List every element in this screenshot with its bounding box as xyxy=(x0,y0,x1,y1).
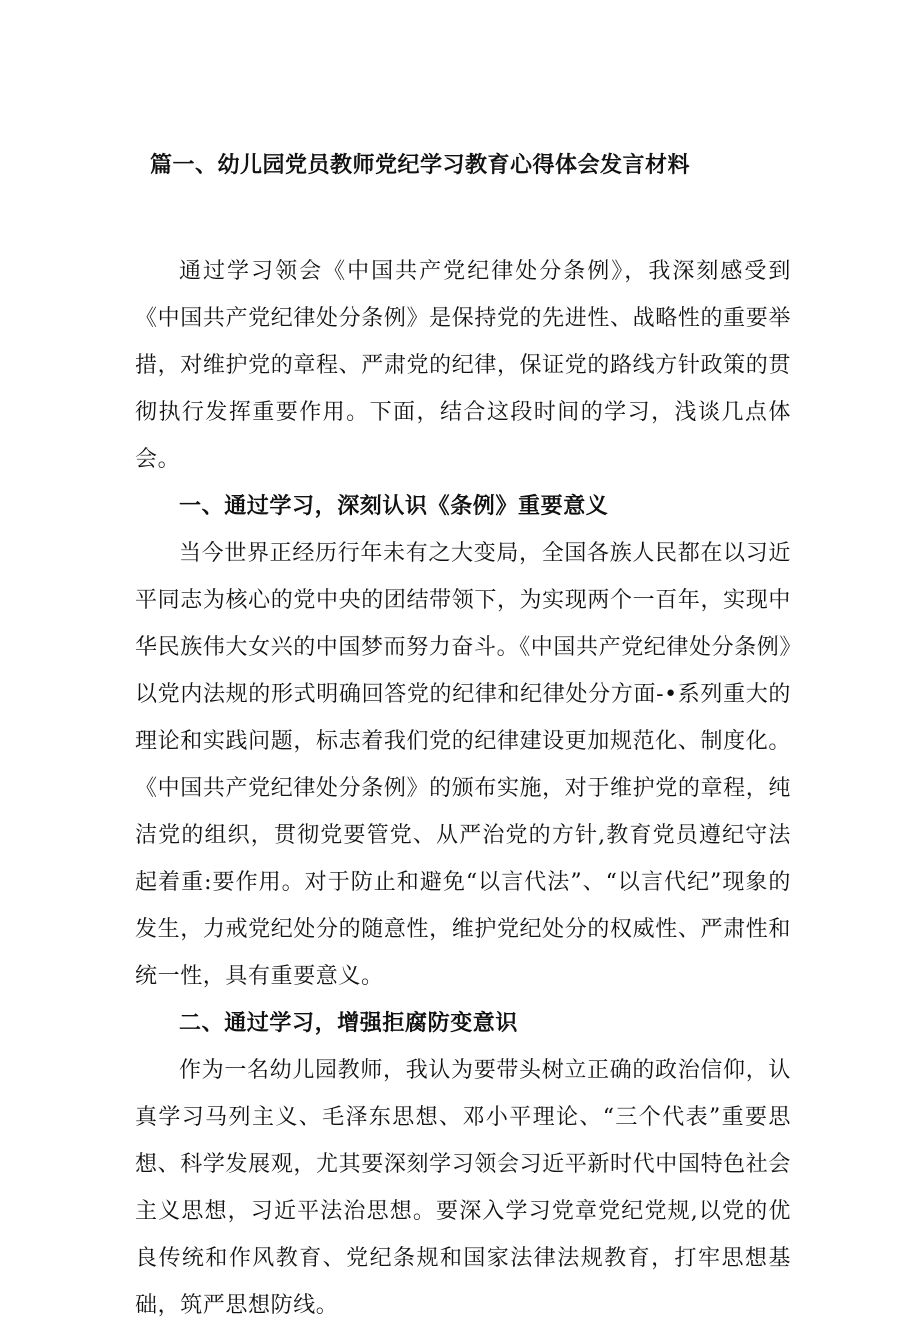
intro-paragraph: 通过学习领会《中国共产党纪律处分条例》，我深刻感受到《中国共产党纪律处分条例》是保持党的先进性、战略性的重要举措，对维护党的章程、严肃党的纪律，保证党的路线方针政策的贯彻执行发挥重要作用。下面，结合这段时间的学习，浅谈几点体会。 xyxy=(135,259,791,472)
section-1-heading: 一、通过学习，深刻认识《条例》重要意义 xyxy=(179,494,609,519)
section-2-paragraph: 作为一名幼儿园教师，我认为要带头树立正确的政治信仰，认真学习马列主义、毛泽东思想、邓小平理论、“三个代表”重要思想、科学发展观，尤其要深刻学习领会习近平新时代中国特色社会主义思想，习近平法治思想。要深入学习党章党纪党规,以党的优良传统和作风教育、党纪条规和国家法律法规教育，打牢思想基础，筑严思想防线。 xyxy=(135,1058,791,1318)
document-title: 篇一、幼儿园党员教师党纪学习教育心得体会发言材料 xyxy=(150,153,691,178)
document-body xyxy=(135,248,791,1329)
section-1-paragraph: 当今世界正经历行年未有之大变局，全国各族人民都在以习近平同志为核心的党中央的团结带领下，为实现两个一百年，实现中华民族伟大女兴的中国梦而努力奋斗。《中国共产党纪律处分条例》以党内法规的形式明确回答党的纪律和纪律处分方面-•系列重大的理论和实践问题，标志着我们党的纪律建设更加规范化、制度化。《中国共产党纪律处分条例》的颁布实施，对于维护党的章程，纯洁党的组织，贯彻党要管党、从严治党的方针,教育党员遵纪守法起着重:要作用。对于防止和避免“以言代法”、“以言代纪”现象的发生，力戒党纪处分的随意性，维护党纪处分的权威性、严肃性和统一性，具有重要意义。 xyxy=(135,541,792,989)
section-2-heading: 二、通过学习，增强拒腐防变意识 xyxy=(179,1011,519,1036)
